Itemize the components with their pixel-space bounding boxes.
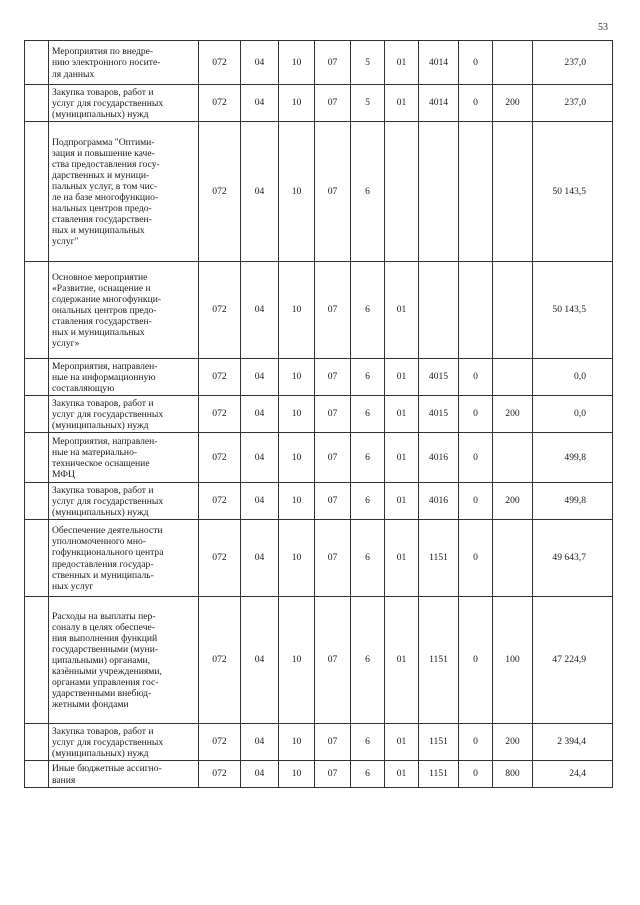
code-cell-c3: 10 [279, 433, 315, 483]
row-index-cell [25, 359, 49, 396]
code-cell-c7: 4014 [419, 85, 459, 122]
code-cell-c1: 072 [199, 41, 241, 85]
code-cell-c5: 6 [351, 520, 385, 597]
code-cell-c3: 10 [279, 122, 315, 262]
row-index-cell [25, 520, 49, 597]
code-cell-c8 [459, 122, 493, 262]
code-cell-c4: 07 [315, 41, 351, 85]
code-cell-c6: 01 [385, 41, 419, 85]
code-cell-c5: 6 [351, 433, 385, 483]
code-cell-c6: 01 [385, 433, 419, 483]
table-row [25, 122, 613, 262]
code-cell-c4: 07 [315, 122, 351, 262]
code-cell-c7 [419, 262, 459, 359]
code-cell-c3: 10 [279, 483, 315, 520]
code-cell-c5: 6 [351, 262, 385, 359]
code-cell-c7: 4015 [419, 359, 459, 396]
code-cell-c8: 0 [459, 724, 493, 761]
amount-cell: 2 394,4 [533, 724, 613, 761]
code-cell-c8 [459, 262, 493, 359]
code-cell-c4: 07 [315, 724, 351, 761]
table-row [25, 41, 613, 85]
code-cell-c1: 072 [199, 359, 241, 396]
amount-cell: 237,0 [533, 41, 613, 85]
code-cell-c8: 0 [459, 359, 493, 396]
code-cell-c9: 200 [493, 396, 533, 433]
code-cell-c4: 07 [315, 761, 351, 788]
code-cell-c3: 10 [279, 85, 315, 122]
code-cell-c5: 6 [351, 359, 385, 396]
code-cell-c7: 1151 [419, 761, 459, 788]
code-cell-c8: 0 [459, 597, 493, 724]
code-cell-c1: 072 [199, 262, 241, 359]
amount-cell: 50 143,5 [533, 262, 613, 359]
row-index-cell [25, 122, 49, 262]
expense-name-cell: Закупка товаров, работ и услуг для государственных (муниципальных) нужд [49, 483, 199, 520]
code-cell-c2: 04 [241, 85, 279, 122]
amount-cell: 24,4 [533, 761, 613, 788]
code-cell-c3: 10 [279, 359, 315, 396]
code-cell-c7: 4016 [419, 483, 459, 520]
expense-name-cell: Мероприятия, направлен- ные на материально- техническое оснащение МФЦ [49, 433, 199, 483]
row-index-cell [25, 41, 49, 85]
amount-cell: 499,8 [533, 433, 613, 483]
code-cell-c5: 6 [351, 396, 385, 433]
expense-name-cell: Закупка товаров, работ и услуг для государственных (муниципальных) нужд [49, 85, 199, 122]
row-index-cell [25, 85, 49, 122]
expense-name-cell: Закупка товаров, работ и услуг для государственных (муниципальных) нужд [49, 724, 199, 761]
budget-table [24, 40, 613, 788]
code-cell-c1: 072 [199, 724, 241, 761]
code-cell-c3: 10 [279, 724, 315, 761]
code-cell-c7: 4016 [419, 433, 459, 483]
code-cell-c6: 01 [385, 483, 419, 520]
code-cell-c6: 01 [385, 520, 419, 597]
code-cell-c3: 10 [279, 597, 315, 724]
expense-name-cell: Закупка товаров, работ и услуг для государственных (муниципальных) нужд [49, 396, 199, 433]
code-cell-c8: 0 [459, 85, 493, 122]
code-cell-c3: 10 [279, 396, 315, 433]
code-cell-c3: 10 [279, 262, 315, 359]
code-cell-c9: 200 [493, 85, 533, 122]
code-cell-c9 [493, 122, 533, 262]
code-cell-c7: 4014 [419, 41, 459, 85]
row-index-cell [25, 483, 49, 520]
amount-cell: 237,0 [533, 85, 613, 122]
code-cell-c3: 10 [279, 520, 315, 597]
code-cell-c4: 07 [315, 433, 351, 483]
code-cell-c2: 04 [241, 597, 279, 724]
code-cell-c7 [419, 122, 459, 262]
code-cell-c2: 04 [241, 483, 279, 520]
table-row [25, 359, 613, 396]
table-row [25, 520, 613, 597]
code-cell-c8: 0 [459, 396, 493, 433]
code-cell-c9 [493, 359, 533, 396]
code-cell-c9 [493, 41, 533, 85]
code-cell-c2: 04 [241, 520, 279, 597]
code-cell-c5: 6 [351, 122, 385, 262]
code-cell-c5: 6 [351, 761, 385, 788]
code-cell-c7: 1151 [419, 724, 459, 761]
code-cell-c2: 04 [241, 761, 279, 788]
code-cell-c9: 100 [493, 597, 533, 724]
table-row [25, 85, 613, 122]
table-row [25, 396, 613, 433]
code-cell-c6: 01 [385, 761, 419, 788]
code-cell-c9: 200 [493, 724, 533, 761]
code-cell-c4: 07 [315, 262, 351, 359]
amount-cell: 0,0 [533, 359, 613, 396]
code-cell-c2: 04 [241, 122, 279, 262]
code-cell-c5: 6 [351, 597, 385, 724]
code-cell-c8: 0 [459, 433, 493, 483]
code-cell-c1: 072 [199, 433, 241, 483]
code-cell-c3: 10 [279, 41, 315, 85]
expense-name-cell: Основное мероприятие «Развитие, оснащение и содержание многофункци- ональных центров предо- ставления государствен- ных и муниципальных услуг» [49, 262, 199, 359]
code-cell-c6 [385, 122, 419, 262]
code-cell-c7: 1151 [419, 520, 459, 597]
code-cell-c1: 072 [199, 85, 241, 122]
code-cell-c2: 04 [241, 433, 279, 483]
code-cell-c1: 072 [199, 597, 241, 724]
code-cell-c8: 0 [459, 520, 493, 597]
code-cell-c4: 07 [315, 396, 351, 433]
code-cell-c2: 04 [241, 41, 279, 85]
code-cell-c9 [493, 520, 533, 597]
expense-name-cell: Обеспечение деятельности уполномоченного мно- гофункционального центра предоставления государ- ственных и муниципаль- ных услуг [49, 520, 199, 597]
code-cell-c8: 0 [459, 41, 493, 85]
amount-cell: 50 143,5 [533, 122, 613, 262]
code-cell-c6: 01 [385, 597, 419, 724]
code-cell-c1: 072 [199, 520, 241, 597]
code-cell-c8: 0 [459, 483, 493, 520]
code-cell-c4: 07 [315, 483, 351, 520]
table-row [25, 262, 613, 359]
code-cell-c1: 072 [199, 761, 241, 788]
code-cell-c2: 04 [241, 262, 279, 359]
code-cell-c9: 800 [493, 761, 533, 788]
row-index-cell [25, 396, 49, 433]
code-cell-c1: 072 [199, 483, 241, 520]
code-cell-c7: 4015 [419, 396, 459, 433]
expense-name-cell: Мероприятия, направлен- ные на информационную составляющую [49, 359, 199, 396]
code-cell-c2: 04 [241, 396, 279, 433]
code-cell-c4: 07 [315, 359, 351, 396]
code-cell-c4: 07 [315, 597, 351, 724]
code-cell-c4: 07 [315, 520, 351, 597]
code-cell-c1: 072 [199, 396, 241, 433]
amount-cell: 499,8 [533, 483, 613, 520]
code-cell-c6: 01 [385, 262, 419, 359]
code-cell-c2: 04 [241, 724, 279, 761]
row-index-cell [25, 433, 49, 483]
code-cell-c6: 01 [385, 396, 419, 433]
amount-cell: 47 224,9 [533, 597, 613, 724]
row-index-cell [25, 761, 49, 788]
code-cell-c3: 10 [279, 761, 315, 788]
code-cell-c6: 01 [385, 85, 419, 122]
expense-name-cell: Иные бюджетные ассигно- вания [49, 761, 199, 788]
table-row [25, 433, 613, 483]
code-cell-c5: 5 [351, 41, 385, 85]
code-cell-c9 [493, 262, 533, 359]
amount-cell: 49 643,7 [533, 520, 613, 597]
code-cell-c5: 6 [351, 724, 385, 761]
code-cell-c4: 07 [315, 85, 351, 122]
expense-name-cell: Мероприятия по внедре- нию электронного носите- ля данных [49, 41, 199, 85]
row-index-cell [25, 597, 49, 724]
code-cell-c9: 200 [493, 483, 533, 520]
expense-name-cell: Расходы на выплаты пер- соналу в целях обеспече- ния выполнения функций государственными (муни- ципальными) органами, казёнными учреждениями, органами управления гос- ударственными внебюд- жетными фондами [49, 597, 199, 724]
code-cell-c6: 01 [385, 724, 419, 761]
code-cell-c6: 01 [385, 359, 419, 396]
code-cell-c5: 5 [351, 85, 385, 122]
code-cell-c8: 0 [459, 761, 493, 788]
row-index-cell [25, 724, 49, 761]
code-cell-c5: 6 [351, 483, 385, 520]
expense-name-cell: Подпрограмма "Оптими- зация и повышение каче- ства предоставления госу- дарственных и муници- пальных услуг, в том чис- ле на базе многофункцио- нальных центров предо- ставления государствен- ных и муниципальных услуг" [49, 122, 199, 262]
code-cell-c9 [493, 433, 533, 483]
table-row [25, 761, 613, 788]
table-row [25, 597, 613, 724]
code-cell-c2: 04 [241, 359, 279, 396]
table-row [25, 483, 613, 520]
amount-cell: 0,0 [533, 396, 613, 433]
page-number: 53 [598, 22, 608, 33]
code-cell-c1: 072 [199, 122, 241, 262]
table-row [25, 724, 613, 761]
code-cell-c7: 1151 [419, 597, 459, 724]
row-index-cell [25, 262, 49, 359]
